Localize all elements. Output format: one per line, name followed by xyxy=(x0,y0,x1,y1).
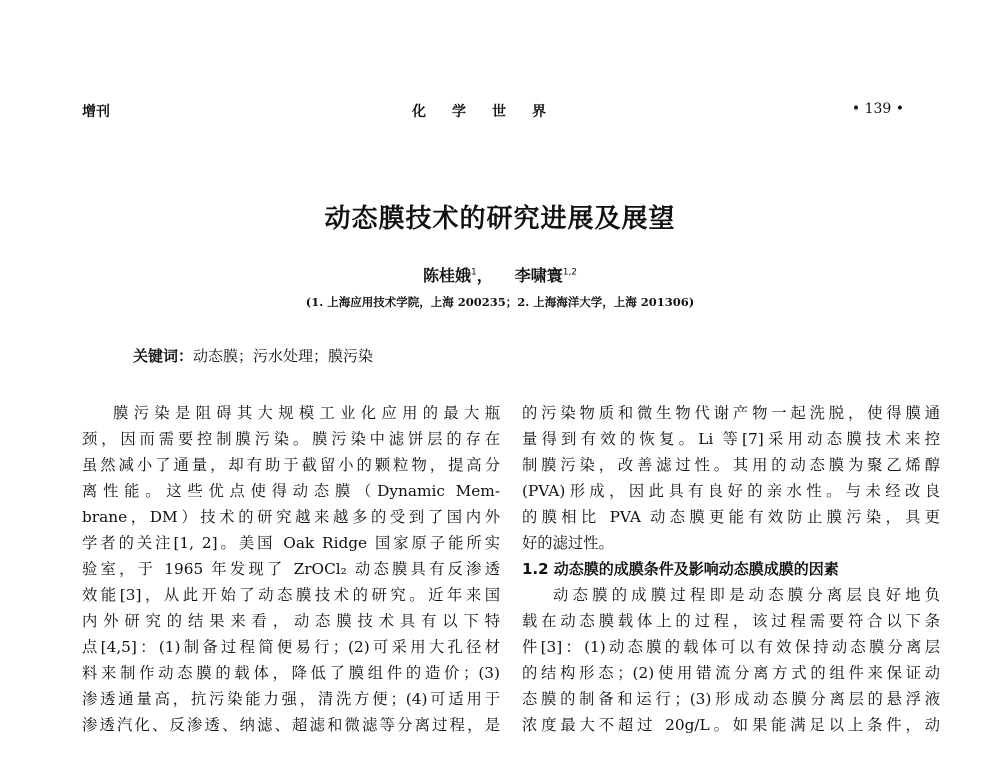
keywords-text: 动态膜；污水处理；膜污染 xyxy=(193,347,374,365)
author-name: 陈桂娥 xyxy=(422,266,471,285)
text-line: 渗透汽化、反渗透、纳滤、超滤和微滤等分离过程，是 xyxy=(82,716,500,734)
text-line: 内外研究的结果来看，动态膜技术具有以下特 xyxy=(82,612,500,630)
journal-name: 化学世界 xyxy=(412,104,572,120)
body-column-left xyxy=(82,400,500,738)
body-column-right xyxy=(522,400,940,738)
text-line: 量得到有效的恢复。Li 等[7]采用动态膜技术来控 xyxy=(522,430,940,448)
text-line: 载在动态膜载体上的过程，该过程需要符合以下条 xyxy=(522,612,940,630)
text-line: 颈，因而需要控制膜污染。膜污染中滤饼层的存在 xyxy=(82,430,500,448)
keywords-label: 关键词： xyxy=(133,347,194,365)
text-line: brane，DM）技术的研究越来越多的受到了国内外 xyxy=(82,508,500,526)
text-line: 态膜的制备和运行；(3)形成动态膜分离层的悬浮液 xyxy=(522,690,940,708)
text-line: 的结构形态；(2)使用错流分离方式的组件来保证动 xyxy=(522,664,940,682)
text-line: 点[4,5]：(1)制备过程简便易行；(2)可采用大孔径材 xyxy=(82,638,500,656)
keywords-line xyxy=(133,345,373,366)
text-line: 好的滤过性。 xyxy=(522,534,614,552)
article-title: 动态膜技术的研究进展及展望 xyxy=(324,204,676,234)
author-separator: ， xyxy=(476,266,493,285)
author-list xyxy=(0,263,1000,286)
text-line: 浓度最大不超过 20g/L。如果能满足以上条件，动 xyxy=(522,716,940,734)
text-line: 的污染物质和微生物代谢产物一起洗脱，使得膜通 xyxy=(522,404,940,422)
author-affiliation-mark: 1,2 xyxy=(562,267,578,278)
text-line: 效能[3]，从此开始了动态膜技术的研究。近年来国 xyxy=(82,586,500,604)
text-line: 动态膜的成膜过程即是动态膜分离层良好地负 xyxy=(553,586,940,604)
author-affiliation-mark: 1 xyxy=(470,267,477,278)
author-name: 李啸寰 xyxy=(514,266,563,285)
header-left-label: 增刊 xyxy=(82,104,110,120)
text-line: 学者的关注[1, 2]。美国 Oak Ridge 国家原子能所实 xyxy=(82,534,500,552)
text-line: 验室，于 1965 年发现了 ZrOCl₂ 动态膜具有反渗透 xyxy=(82,560,500,578)
text-line: (PVA)形成，因此具有良好的亲水性。与未经改良 xyxy=(522,482,940,500)
text-line: 的膜相比 PVA 动态膜更能有效防止膜污染，具更 xyxy=(522,508,940,526)
section-heading: 1.2 动态膜的成膜条件及影响动态膜成膜的因素 xyxy=(522,560,839,578)
text-line: 渗透通量高，抗污染能力强，清洗方便；(4)可适用于 xyxy=(82,690,500,708)
text-line: 料来制作动态膜的载体，降低了膜组件的造价；(3) xyxy=(82,664,500,682)
text-line: 件[3]：(1)动态膜的载体可以有效保持动态膜分离层 xyxy=(522,638,940,656)
text-line: 膜污染是阻碍其大规模工业化应用的最大瓶 xyxy=(113,404,500,422)
page-number: • 139 • xyxy=(851,101,904,117)
affiliations: (1. 上海应用技术学院，上海 200235；2. 上海海洋大学，上海 201306) xyxy=(305,295,695,309)
text-line: 虽然减小了通量，却有助于截留小的颗粒物，提高分 xyxy=(82,456,500,474)
text-line: 制膜污染，改善滤过性。其用的动态膜为聚乙烯醇 xyxy=(522,456,940,474)
text-line: 离性能。这些优点使得动态膜（Dynamic Mem- xyxy=(82,482,500,500)
